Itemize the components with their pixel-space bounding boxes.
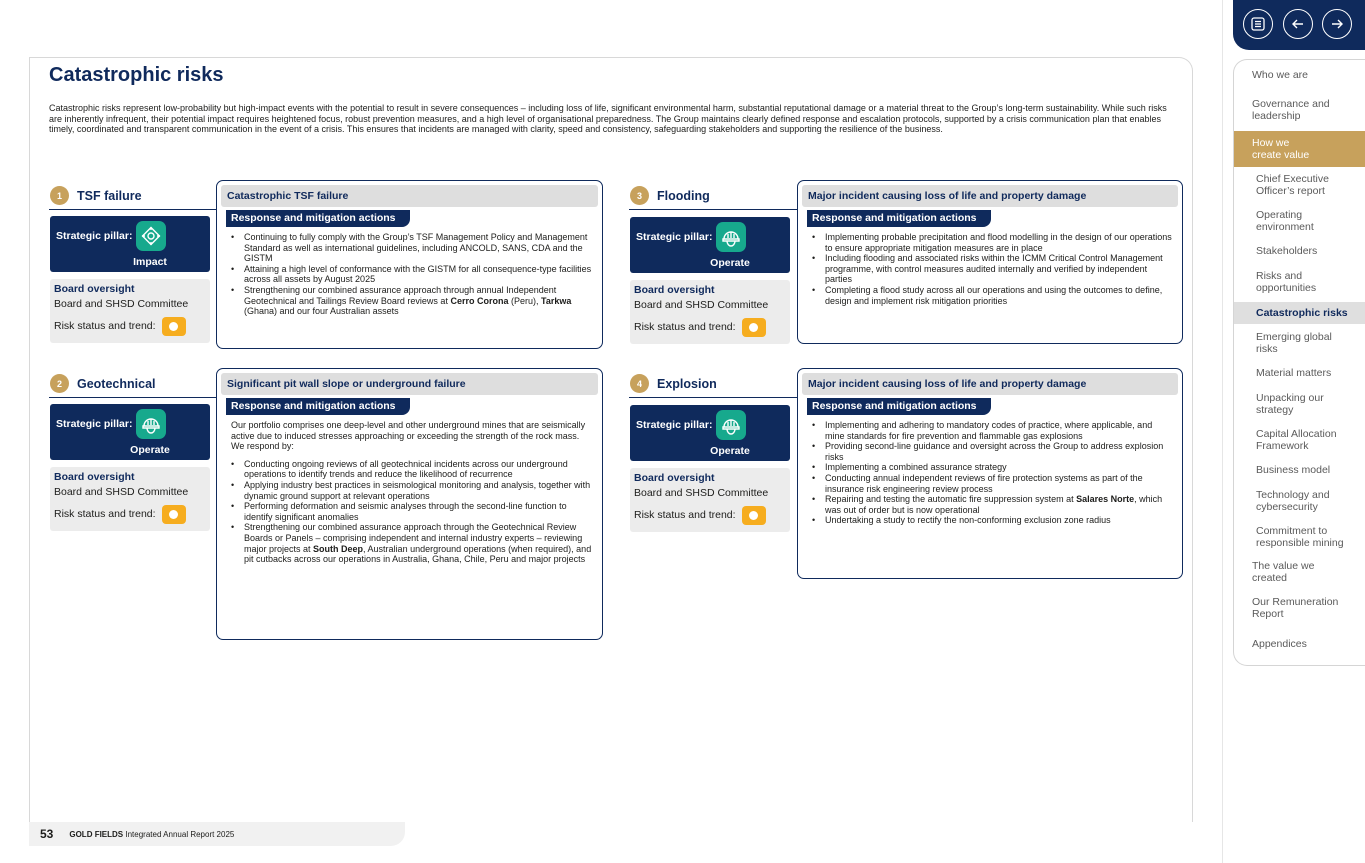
risk-status-label: Risk status and trend:	[54, 508, 156, 520]
board-oversight-value: Board and SHSD Committee	[54, 486, 189, 498]
nav-how-we-create-value[interactable]	[1234, 131, 1365, 167]
risk-trend-stable-icon	[742, 318, 766, 337]
divider	[49, 397, 217, 398]
brand-name: GOLD FIELDS	[69, 829, 124, 839]
action-item: • Implementing probable precipitation and flood modelling in the design of our operations to ensure appropriate mitigation measures are in place	[812, 232, 1174, 253]
risk-status-label: Risk status and trend:	[54, 320, 156, 332]
actions-heading: Response and mitigation actions	[807, 210, 991, 227]
report-name: Integrated Annual Report 2025	[125, 829, 235, 839]
board-oversight-value: Board and SHSD Committee	[634, 487, 769, 499]
risk-card-geotechnical	[216, 368, 603, 640]
action-item: • Strengthening our combined assurance approach through the Geotechnical Review Boards or Panels – comprising independent and internal industry experts – reviewing major projects at South Deep, Australian underground operations (when required), and pit cutbacks across our operations in Australia, Ghana, Chile, Peru and major projects	[231, 522, 594, 564]
operate-helmet-icon	[136, 409, 166, 439]
site-name: Cerro Corona	[450, 295, 509, 306]
nav-governance[interactable]: Governance and leadership	[1252, 98, 1330, 122]
divider	[629, 209, 797, 210]
card-intro: Our portfolio comprises one deep-level and other underground mines that are seismically active due to induced stresses approaching or exceeding the strength of the rock mass. We respond by:	[231, 420, 586, 452]
nav-label: How we create value	[1252, 137, 1310, 161]
pillar-name: Operate	[710, 445, 750, 457]
card-title: Catastrophic TSF failure	[221, 185, 598, 207]
pillar-label: Strategic pillar:	[636, 231, 713, 243]
impact-icon	[136, 221, 166, 251]
action-item: • Continuing to fully comply with the Group’s TSF Management Policy and Management Standard as well as international guidelines, including ANCOLD, SANS, CDA and the GISTM	[231, 232, 594, 264]
risk-status-label: Risk status and trend:	[634, 509, 736, 521]
action-item: • Applying industry best practices in seismological monitoring and analysis, together with dynamic ground support at relevant operations	[231, 480, 594, 501]
risk-trend-stable-icon	[742, 506, 766, 525]
board-oversight-title: Board oversight	[54, 283, 135, 295]
action-item: • Performing deformation and seismic analyses through the second-line function to identify significant anomalies	[231, 501, 594, 522]
divider	[49, 209, 217, 210]
page-number: 53	[40, 827, 54, 841]
actions-heading: Response and mitigation actions	[226, 398, 410, 415]
risk-label-flooding	[630, 186, 710, 205]
section-menu	[1233, 59, 1365, 666]
risk-name: Explosion	[657, 376, 717, 391]
divider	[629, 397, 797, 398]
arrow-left-icon[interactable]	[1283, 9, 1313, 39]
pillar-name: Operate	[130, 444, 170, 456]
risk-number: 4	[630, 374, 649, 393]
nav-value-we-created[interactable]: The value we created	[1252, 560, 1315, 584]
board-oversight-value: Board and SHSD Committee	[54, 298, 189, 310]
risk-name: Flooding	[657, 188, 710, 203]
card-title: Major incident causing loss of life and property damage	[802, 373, 1178, 395]
risk-number: 3	[630, 186, 649, 205]
board-oversight-value: Board and SHSD Committee	[634, 299, 769, 311]
board-oversight-box	[50, 279, 210, 343]
card-title: Significant pit wall slope or underground failure	[221, 373, 598, 395]
actions-heading: Response and mitigation actions	[807, 398, 991, 415]
action-item: • Implementing and adhering to mandatory codes of practice, where applicable, and mine standards for fire prevention and flammable gas explosions	[812, 420, 1174, 441]
nav-emerging-global-risks[interactable]: Emerging global risks	[1256, 331, 1332, 355]
card-title: Major incident causing loss of life and property damage	[802, 185, 1178, 207]
risk-card-flooding	[797, 180, 1183, 344]
pillar-label: Strategic pillar:	[56, 230, 133, 242]
site-name: Salares Norte	[1076, 494, 1135, 505]
action-list	[812, 232, 1174, 306]
intro-paragraph: Catastrophic risks represent low-probability but high-impact events with the potential to result in severe consequences – including loss of life, significant environmental harm, substantial reputational damage or a material threat to the Group’s long-term sustainability. While such risks are inherently infrequent, their potential impact requires heightened focus, robust prevention measures, and a high level of organisational preparedness. The Group maintains clearly defined response and escalation protocols, supported by a crisis communication plan that enables timely, coordinated and transparent communication in the event of a crisis. This ensures that incidents are managed with clarity, speed and consistency, safeguarding stakeholders and supporting the resilience of the business.	[49, 103, 1167, 134]
pillar-label: Strategic pillar:	[636, 419, 713, 431]
risk-status-label: Risk status and trend:	[634, 321, 736, 333]
pillar-name: Impact	[133, 256, 167, 268]
page-title: Catastrophic risks	[49, 64, 224, 86]
nav-toolbar	[1233, 0, 1365, 50]
operate-helmet-icon	[716, 222, 746, 252]
action-item: • Completing a flood study across all our operations and using the outcomes to define, design and implement risk mitigation priorities	[812, 285, 1174, 306]
pillar-name: Operate	[710, 257, 750, 269]
risk-trend-stable-icon	[162, 317, 186, 336]
nav-who-we-are[interactable]: Who we are	[1252, 69, 1309, 81]
board-oversight-title: Board oversight	[634, 472, 715, 484]
risk-name: TSF failure	[77, 188, 142, 203]
contents-icon[interactable]	[1243, 9, 1273, 39]
risk-label-explosion	[630, 374, 717, 393]
action-item: • Implementing a combined assurance strategy	[812, 462, 1174, 473]
nav-stakeholders[interactable]: Stakeholders	[1256, 245, 1318, 257]
board-oversight-box	[630, 280, 790, 344]
action-item: • Conducting ongoing reviews of all geotechnical incidents across our underground operations to identify trends and reduce the likelihood of recurrence	[231, 459, 594, 480]
nav-appendices[interactable]: Appendices	[1252, 638, 1307, 650]
risk-name: Geotechnical	[77, 376, 156, 391]
action-item: • Including flooding and associated risks within the ICMM Critical Control Management programme, with control measures audited internally and verified by independent parties	[812, 253, 1174, 285]
board-oversight-title: Board oversight	[54, 471, 135, 483]
nav-responsible-mining[interactable]: Commitment to responsible mining	[1256, 525, 1344, 549]
risk-card-tsf	[216, 180, 603, 349]
risk-label-geotechnical	[50, 374, 156, 393]
nav-material-matters[interactable]: Material matters	[1256, 367, 1332, 379]
nav-operating-environment[interactable]: Operating environment	[1256, 209, 1314, 233]
action-list	[812, 420, 1174, 526]
strategic-pillar-box	[50, 404, 210, 460]
risk-number: 2	[50, 374, 69, 393]
nav-technology-cybersecurity[interactable]: Technology and cybersecurity	[1256, 489, 1330, 513]
operate-helmet-icon	[716, 410, 746, 440]
board-oversight-box	[630, 468, 790, 532]
nav-remuneration-report[interactable]: Our Remuneration Report	[1252, 596, 1339, 620]
arrow-right-icon[interactable]	[1322, 9, 1352, 39]
nav-ceo-report[interactable]: Chief Executive Officer’s report	[1256, 173, 1329, 197]
risk-card-explosion	[797, 368, 1183, 579]
action-item: • Repairing and testing the automatic fire suppression system at Salares Norte, which was out of order but is now operational	[812, 494, 1174, 515]
nav-catastrophic-risks[interactable]: Catastrophic risks	[1234, 302, 1365, 324]
actions-heading: Response and mitigation actions	[226, 210, 410, 227]
strategic-pillar-box	[630, 217, 790, 273]
action-item: • Providing second-line guidance and oversight across the Group to address explosion risks	[812, 441, 1174, 462]
action-item: • Undertaking a study to rectify the non-conforming exclusion zone radius	[812, 515, 1174, 526]
site-name: Tarkwa	[540, 295, 572, 306]
action-item: • Attaining a high level of conformance with the GISTM for all consequence-type facilities across all assets by August 2025	[231, 264, 594, 285]
action-list	[231, 232, 594, 317]
board-oversight-title: Board oversight	[634, 284, 715, 296]
site-name: South Deep	[313, 543, 364, 554]
risk-number: 1	[50, 186, 69, 205]
strategic-pillar-box	[50, 216, 210, 272]
nav-unpacking-strategy[interactable]: Unpacking our strategy	[1256, 392, 1324, 416]
strategic-pillar-box	[630, 405, 790, 461]
action-list	[231, 459, 594, 565]
nav-capital-allocation[interactable]: Capital Allocation Framework	[1256, 428, 1337, 452]
nav-risks-opportunities[interactable]: Risks and opportunities	[1256, 270, 1317, 294]
action-item: • Strengthening our combined assurance approach through annual Independent Geotechnical and Tailings Review Board reviews at Cerro Corona (Peru), Tarkwa (Ghana) and our four Australian assets	[231, 285, 594, 317]
footer	[29, 822, 405, 846]
action-item: • Conducting annual independent reviews of fire protection systems as part of the insurance risk engineering review process	[812, 473, 1174, 494]
risk-trend-stable-icon	[162, 505, 186, 524]
board-oversight-box	[50, 467, 210, 531]
nav-business-model[interactable]: Business model	[1256, 464, 1331, 476]
risk-label-tsf	[50, 186, 142, 205]
pillar-label: Strategic pillar:	[56, 418, 133, 430]
